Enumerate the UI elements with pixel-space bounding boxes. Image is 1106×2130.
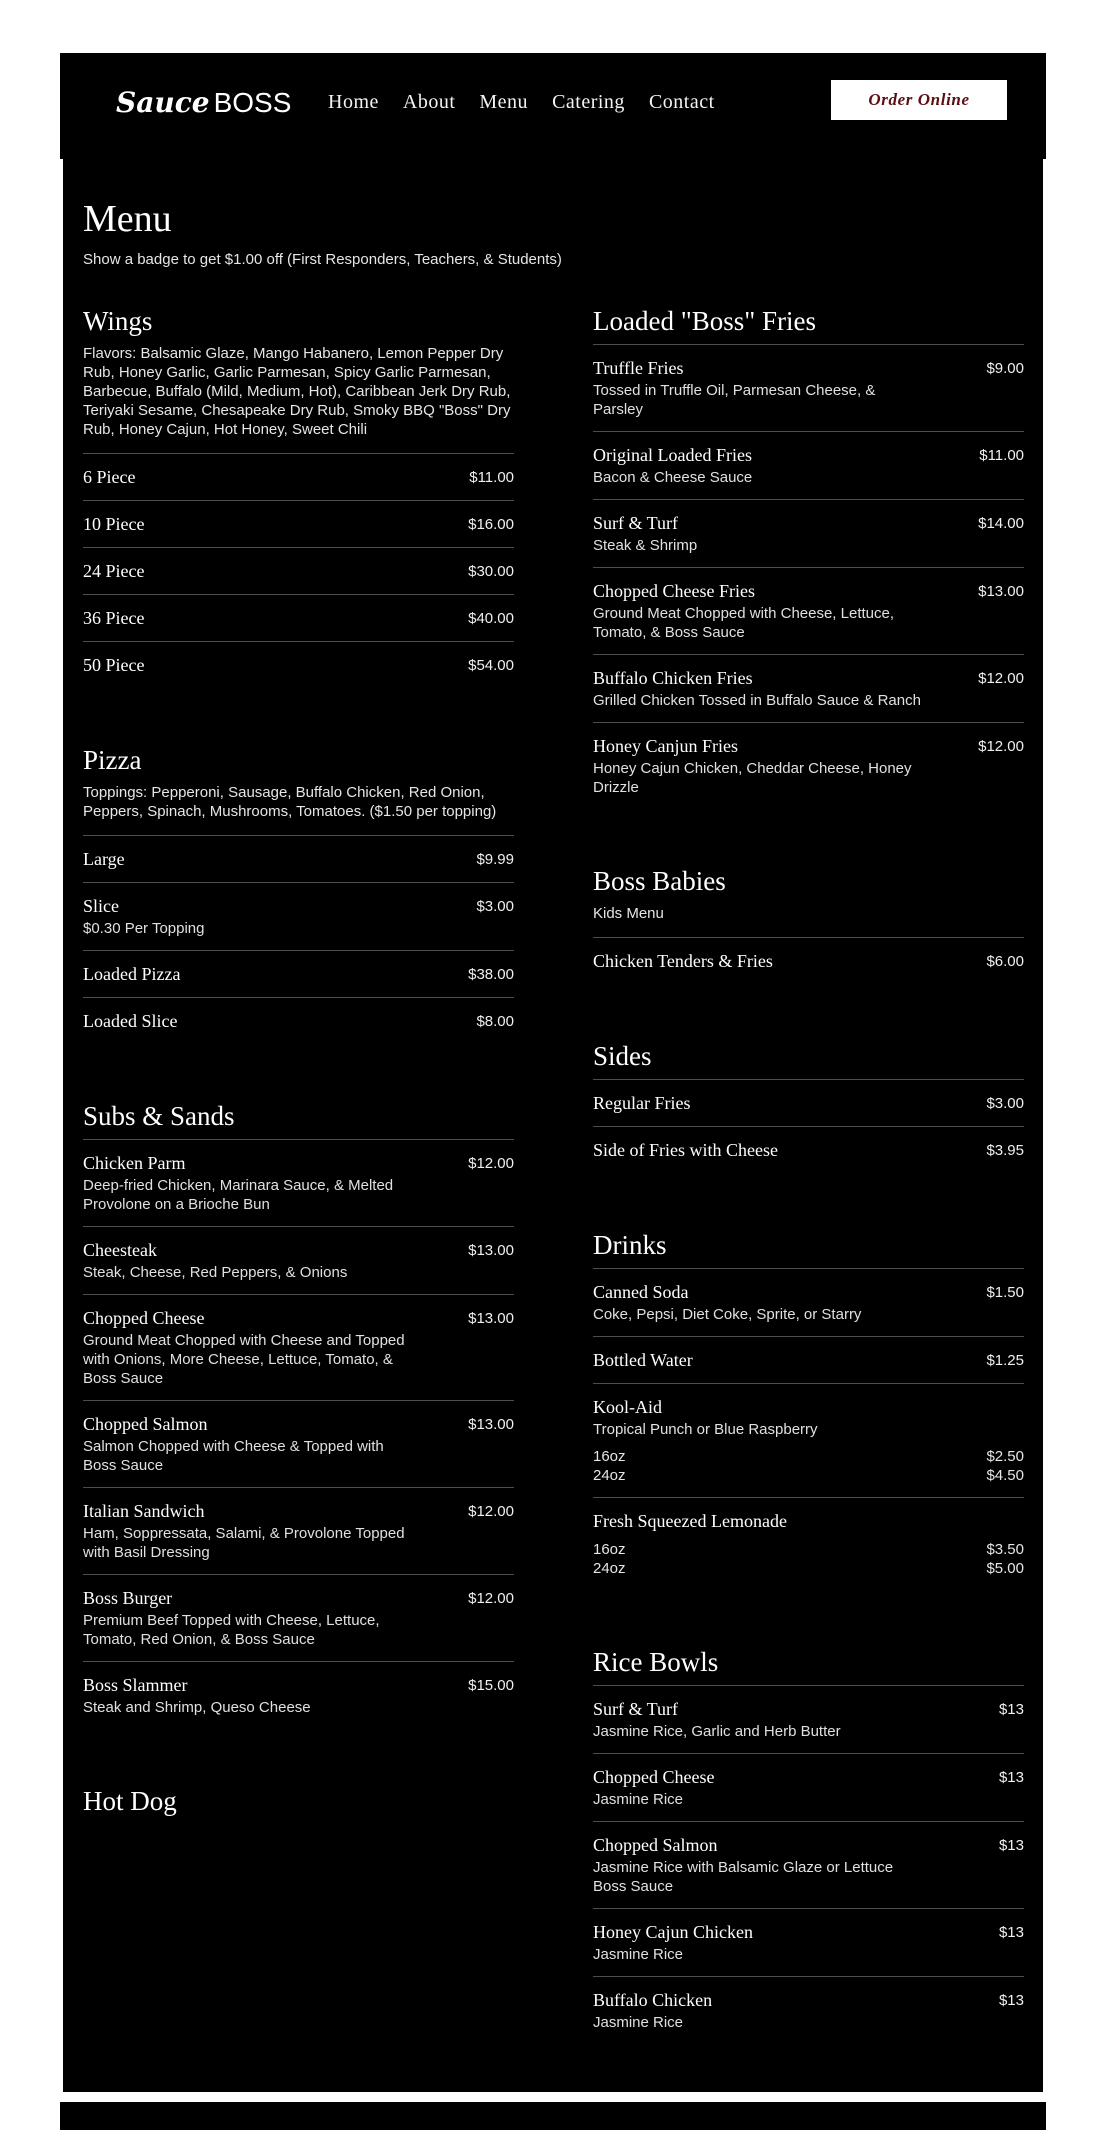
item-price: $9.99 (476, 851, 514, 868)
section-title: Boss Babies (593, 866, 726, 896)
item-price: $12.00 (468, 1503, 514, 1520)
menu-item (593, 655, 1024, 723)
menu-item-list (593, 344, 1024, 809)
menu-item (83, 454, 514, 501)
menu-item (593, 1686, 1024, 1754)
item-price: $13.00 (978, 583, 1024, 600)
menu-item (83, 501, 514, 548)
menu-item (593, 938, 1024, 984)
menu-item-row (593, 1511, 1024, 1532)
menu-item-row (593, 1397, 1024, 1418)
menu-item (593, 432, 1024, 500)
menu-item (83, 1575, 514, 1662)
item-name: Buffalo Chicken (593, 1990, 713, 2010)
item-price: $14.00 (978, 515, 1024, 532)
menu-item-row (83, 1308, 514, 1329)
item-name: Chicken Parm (83, 1153, 186, 1173)
nav-home[interactable]: Home (328, 91, 379, 113)
item-name: Canned Soda (593, 1282, 689, 1302)
menu-item-row (593, 513, 1024, 534)
item-name: Regular Fries (593, 1093, 691, 1113)
item-price: $38.00 (468, 966, 514, 983)
menu-item (593, 723, 1024, 809)
menu-section-sides (593, 1039, 1024, 1173)
menu-item-row (83, 1501, 514, 1522)
menu-item (83, 1662, 514, 1729)
item-variant (593, 1447, 1024, 1466)
menu-item-row (593, 736, 1024, 757)
item-name: 36 Piece (83, 608, 145, 628)
item-name: Cheesteak (83, 1240, 157, 1260)
menu-item-row (593, 1922, 1024, 1943)
menu-item (593, 345, 1024, 432)
item-name: Surf & Turf (593, 1699, 679, 1719)
menu-item-list (83, 453, 514, 688)
item-description: Jasmine Rice (593, 1791, 684, 1808)
menu-section-pizza (83, 743, 514, 1044)
variant-price: $5.00 (986, 1560, 1024, 1577)
menu-section-wings (83, 304, 514, 688)
menu-item-row (593, 1767, 1024, 1788)
item-price: $11.00 (979, 447, 1024, 464)
item-description: Tossed in Truffle Oil, Parmesan Cheese, & Parsley (593, 382, 876, 418)
item-price: $3.95 (986, 1142, 1024, 1159)
item-description: Ground Meat Chopped with Cheese, Lettuce, Tomato, & Boss Sauce (593, 605, 895, 641)
menu-item (593, 1498, 1024, 1590)
item-variant (593, 1466, 1024, 1485)
menu-item-row (593, 1140, 1024, 1161)
section-title: Loaded "Boss" Fries (593, 306, 817, 336)
menu-column-left (83, 304, 514, 1824)
item-price: $3.00 (986, 1095, 1024, 1112)
main-nav (328, 86, 739, 120)
section-title: Hot Dog (83, 1786, 177, 1816)
menu-item (593, 1080, 1024, 1127)
item-price: $3.00 (476, 898, 514, 915)
menu-item (83, 883, 514, 951)
badge-discount-note: Show a badge to get $1.00 off (First Responders, Teachers, & Students) (83, 251, 562, 268)
menu-section-subs-sands (83, 1099, 514, 1729)
logo[interactable] (116, 85, 291, 121)
variant-price: $4.50 (986, 1467, 1024, 1484)
variant-size: 16oz (593, 1541, 626, 1558)
item-price: $40.00 (468, 610, 514, 627)
item-price: $8.00 (476, 1013, 514, 1030)
nav-menu[interactable]: Menu (479, 91, 529, 113)
item-description: Steak, Cheese, Red Peppers, & Onions (83, 1264, 348, 1281)
item-price: $13.00 (468, 1310, 514, 1327)
item-description: Deep-fried Chicken, Marinara Sauce, & Melted Provolone on a Brioche Bun (83, 1177, 394, 1213)
menu-item-row (593, 1835, 1024, 1856)
item-price: $13 (998, 1992, 1024, 2009)
item-name: 24 Piece (83, 561, 145, 581)
item-name: Large (83, 849, 125, 869)
menu-item-row (83, 1153, 514, 1174)
menu-item (593, 1337, 1024, 1384)
item-description: Tropical Punch or Blue Raspberry (593, 1421, 818, 1438)
item-name: Chopped Salmon (593, 1835, 718, 1855)
menu-item-row (83, 964, 514, 985)
menu-item (593, 1977, 1024, 2044)
menu-item-row (83, 1414, 514, 1435)
item-price: $13.00 (468, 1242, 514, 1259)
item-price: $13 (998, 1924, 1024, 1941)
menu-item-list (593, 1079, 1024, 1173)
item-name: Truffle Fries (593, 358, 684, 378)
section-title: Wings (83, 306, 153, 336)
menu-item-list (593, 1268, 1024, 1590)
variant-size: 24oz (593, 1467, 626, 1484)
menu-section-rice-bowls (593, 1645, 1024, 2044)
item-description: Honey Cajun Chicken, Cheddar Cheese, Honey Drizzle (593, 760, 912, 796)
section-title: Drinks (593, 1230, 667, 1260)
menu-item-row (83, 561, 514, 582)
menu-column-right (593, 304, 1024, 2099)
menu-item (593, 1269, 1024, 1337)
menu-section-boss-babies (593, 864, 1024, 984)
menu-item (83, 836, 514, 883)
item-name: Italian Sandwich (83, 1501, 205, 1521)
variant-size: 24oz (593, 1560, 626, 1577)
item-description: Jasmine Rice with Balsamic Glaze or Lettuce Boss Sauce (593, 1859, 894, 1895)
item-variants (593, 1447, 1024, 1485)
section-description: Flavors: Balsamic Glaze, Mango Habanero, Lemon Pepper Dry Rub, Honey Garlic, Garlic Parmesan, Spicy Garlic Parmesan, Barbecue, Buffalo (Mild, Medium, Hot), Caribbean Jerk Dry Rub, Teriyaki Sesame, Chesapeake Dry Rub, Smoky BBQ "Boss" Dry Rub, Honey Cajun, Hot Honey, Sweet Chili (83, 345, 511, 438)
menu-item-row (593, 668, 1024, 689)
menu-item (593, 1909, 1024, 1977)
item-name: Original Loaded Fries (593, 445, 752, 465)
menu-item (83, 998, 514, 1044)
nav-about[interactable]: About (402, 91, 456, 113)
item-variants (593, 1540, 1024, 1578)
menu-item-row (593, 1699, 1024, 1720)
menu-item-row (593, 358, 1024, 379)
item-name: Buffalo Chicken Fries (593, 668, 753, 688)
menu-item-row (593, 1093, 1024, 1114)
menu-panel (63, 159, 1043, 2092)
item-description: Ground Meat Chopped with Cheese and Topped with Onions, More Cheese, Lettuce, Tomato, & Boss Sauce (83, 1332, 405, 1387)
menu-section-hot-dog (83, 1784, 514, 1818)
menu-item-row (83, 655, 514, 676)
item-description: Steak & Shrimp (593, 537, 698, 554)
menu-item (83, 1488, 514, 1575)
item-description: $0.30 Per Topping (83, 920, 205, 937)
item-name: 10 Piece (83, 514, 145, 534)
menu-item-row (593, 445, 1024, 466)
item-description: Ham, Soppressata, Salami, & Provolone Topped with Basil Dressing (83, 1525, 405, 1561)
menu-item (83, 595, 514, 642)
item-name: Boss Slammer (83, 1675, 188, 1695)
site-footer (60, 2102, 1046, 2130)
menu-item (83, 951, 514, 998)
menu-item-row (593, 581, 1024, 602)
site-header (60, 53, 1046, 159)
section-title: Subs & Sands (83, 1101, 235, 1131)
item-name: 6 Piece (83, 467, 136, 487)
item-name: Surf & Turf (593, 513, 679, 533)
item-description: Premium Beef Topped with Cheese, Lettuce, Tomato, Red Onion, & Boss Sauce (83, 1612, 380, 1648)
nav-contact[interactable]: Contact (648, 91, 715, 113)
menu-item-row (593, 1350, 1024, 1371)
logo-script: Sauce (116, 86, 210, 119)
item-description: Salmon Chopped with Cheese & Topped with Boss Sauce (83, 1438, 384, 1474)
menu-item (593, 1822, 1024, 1909)
menu-item-row (83, 514, 514, 535)
item-name: Fresh Squeezed Lemonade (593, 1511, 787, 1531)
item-name: Chopped Cheese (593, 1767, 715, 1787)
item-description: Steak and Shrimp, Queso Cheese (83, 1699, 311, 1716)
item-price: $12.00 (468, 1590, 514, 1607)
section-title: Sides (593, 1041, 652, 1071)
menu-item-row (83, 1588, 514, 1609)
variant-price: $3.50 (986, 1541, 1024, 1558)
menu-item-row (83, 849, 514, 870)
item-price: $12.00 (978, 670, 1024, 687)
item-name: Boss Burger (83, 1588, 173, 1608)
menu-item-row (83, 1011, 514, 1032)
menu-item-row (83, 896, 514, 917)
item-name: Kool-Aid (593, 1397, 662, 1417)
menu-item (83, 1295, 514, 1401)
item-name: Chopped Salmon (83, 1414, 208, 1434)
item-name: Chopped Cheese (83, 1308, 205, 1328)
menu-item-list (593, 937, 1024, 984)
item-price: $1.25 (986, 1352, 1024, 1369)
item-price: $15.00 (468, 1677, 514, 1694)
menu-item-row (83, 1675, 514, 1696)
menu-item-list (83, 835, 514, 1044)
logo-wordmark: BOSS (213, 87, 292, 118)
menu-item (593, 1384, 1024, 1498)
item-name: Side of Fries with Cheese (593, 1140, 778, 1160)
item-description: Coke, Pepsi, Diet Coke, Sprite, or Starry (593, 1306, 862, 1323)
section-title: Pizza (83, 745, 142, 775)
item-price: $30.00 (468, 563, 514, 580)
item-price: $9.00 (986, 360, 1024, 377)
menu-item (593, 500, 1024, 568)
item-name: Honey Cajun Chicken (593, 1922, 753, 1942)
menu-item (83, 548, 514, 595)
item-name: Chicken Tenders & Fries (593, 951, 773, 971)
page-title: Menu (83, 198, 172, 240)
item-price: $16.00 (468, 516, 514, 533)
item-name: Bottled Water (593, 1350, 693, 1370)
item-name: Loaded Slice (83, 1011, 178, 1031)
item-price: $54.00 (468, 657, 514, 674)
menu-section-loaded-boss-fries (593, 304, 1024, 809)
section-title: Rice Bowls (593, 1647, 719, 1677)
menu-item-list (83, 1139, 514, 1729)
menu-item-row (593, 951, 1024, 972)
item-name: Slice (83, 896, 119, 916)
menu-item-list (593, 1685, 1024, 2044)
item-price: $13 (998, 1769, 1024, 1786)
item-price: $13 (998, 1701, 1024, 1718)
item-description: Jasmine Rice (593, 1946, 684, 1963)
menu-item-row (83, 1240, 514, 1261)
menu-section-drinks (593, 1228, 1024, 1590)
section-description: Kids Menu (593, 905, 664, 922)
menu-item-row (83, 608, 514, 629)
item-description: Jasmine Rice (593, 2014, 684, 2031)
menu-item (593, 1127, 1024, 1173)
variant-size: 16oz (593, 1448, 626, 1465)
menu-item (593, 1754, 1024, 1822)
item-name: Honey Canjun Fries (593, 736, 738, 756)
menu-item-row (83, 467, 514, 488)
item-variant (593, 1559, 1024, 1578)
variant-price: $2.50 (986, 1448, 1024, 1465)
item-price: $12.00 (468, 1155, 514, 1172)
menu-item (83, 1401, 514, 1488)
item-price: $1.50 (986, 1284, 1024, 1301)
item-name: 50 Piece (83, 655, 145, 675)
item-name: Loaded Pizza (83, 964, 181, 984)
menu-item (83, 642, 514, 688)
item-description: Bacon & Cheese Sauce (593, 469, 753, 486)
item-variant (593, 1540, 1024, 1559)
item-name: Chopped Cheese Fries (593, 581, 755, 601)
menu-item-row (593, 1282, 1024, 1303)
menu-item-row (593, 1990, 1024, 2011)
item-price: $6.00 (986, 953, 1024, 970)
item-price: $11.00 (469, 469, 514, 486)
item-description: Jasmine Rice, Garlic and Herb Butter (593, 1723, 841, 1740)
menu-item (83, 1227, 514, 1295)
nav-catering[interactable]: Catering (552, 91, 625, 113)
section-description: Toppings: Pepperoni, Sausage, Buffalo Chicken, Red Onion, Peppers, Spinach, Mushrooms, Tomatoes. ($1.50 per topping) (83, 784, 497, 820)
menu-item (593, 568, 1024, 655)
item-price: $12.00 (978, 738, 1024, 755)
item-price: $13.00 (468, 1416, 514, 1433)
item-description: Grilled Chicken Tossed in Buffalo Sauce & Ranch (593, 692, 921, 709)
menu-item (83, 1140, 514, 1227)
order-online-button[interactable]: Order Online (831, 80, 1007, 120)
item-price: $13 (998, 1837, 1024, 1854)
